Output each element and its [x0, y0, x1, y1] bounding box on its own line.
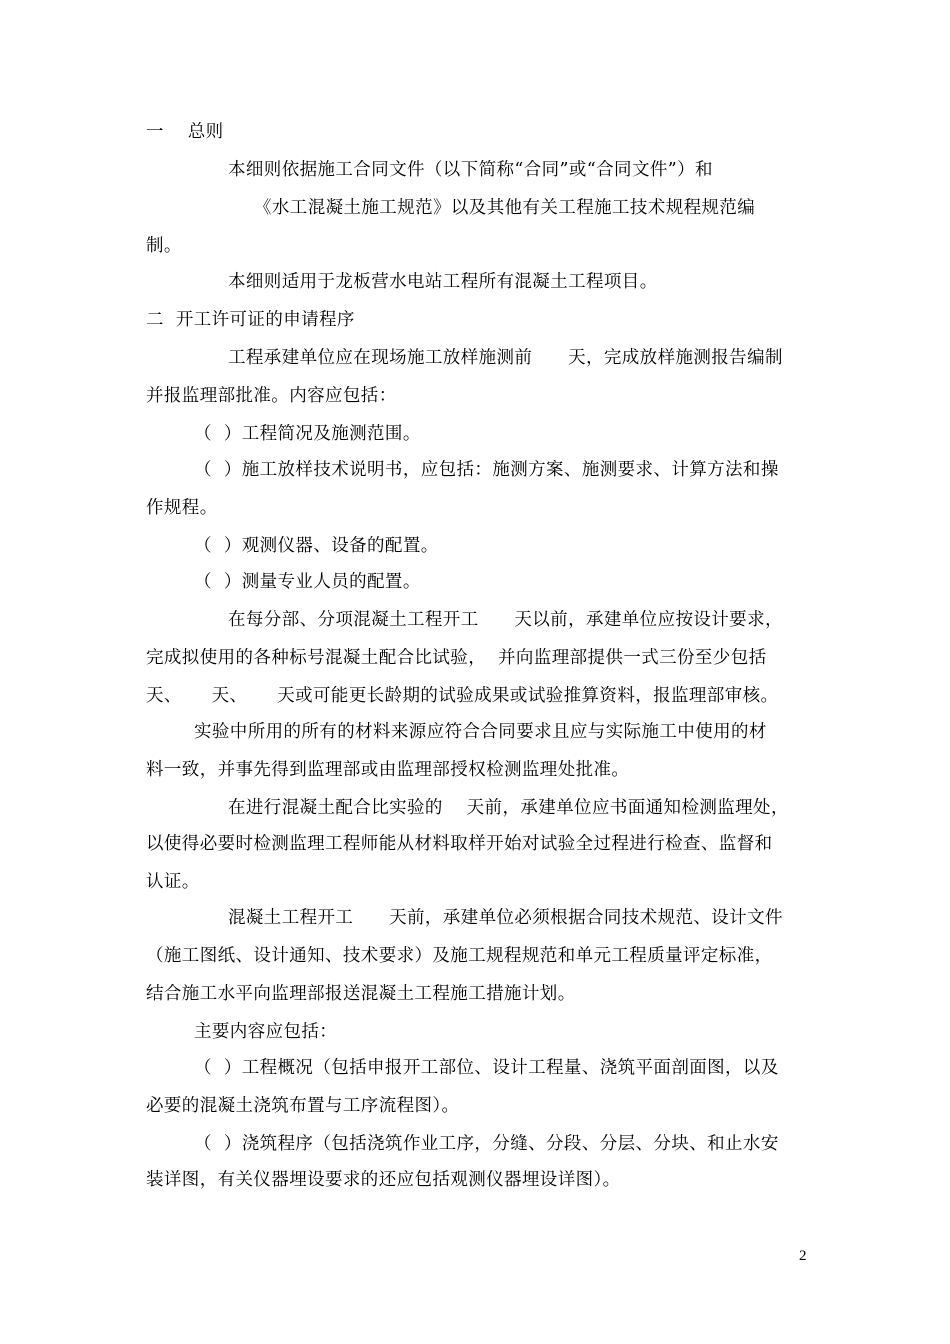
paragraph-line: （施工图纸、设计通知、技术要求）及施工规程规范和单元工程质量评定标准，	[146, 946, 773, 966]
paragraph-line: 制。	[146, 236, 182, 256]
list-item: （ ）测量专业人员的配置。	[194, 572, 421, 592]
paragraph-line: 在进行混凝土配合比实验的 天前，承建单位应书面通知检测监理处，	[228, 798, 789, 818]
paragraph-line: 混凝土工程开工 天前，承建单位必须根据合同技术规范、设计文件	[228, 908, 783, 928]
paragraph-line: 料一致，并事先得到监理部或由监理部授权检测监理处批准。	[146, 760, 630, 780]
list-item: （ ）观测仪器、设备的配置。	[194, 536, 439, 556]
paragraph-line: 实验中所用的所有的材料来源应符合合同要求且应与实际施工中使用的材	[194, 722, 767, 742]
paragraph-line: 认证。	[146, 872, 200, 892]
paragraph-line: 工程承建单位应在现场施工放样施测前 天，完成放样施测报告编制	[228, 348, 783, 368]
paragraph-line: 在每分部、分项混凝土工程开工 天以前，承建单位应按设计要求，	[228, 610, 783, 630]
paragraph-line: 主要内容应包括：	[194, 1022, 338, 1042]
section-heading-general: 一 总则	[146, 122, 224, 142]
list-item: （ ）浇筑程序（包括浇筑作业工序，分缝、分段、分层、分块、和止水安	[194, 1134, 779, 1154]
list-item-continuation: 作规程。	[146, 498, 218, 518]
page-number: 2	[799, 1248, 807, 1264]
paragraph-line: 《水工混凝土施工规范》以及其他有关工程施工技术规程规范编	[254, 198, 756, 218]
paragraph-line: 天、 天、 天或可能更长龄期的试验成果或试验推算资料，报监理部审核。	[146, 686, 779, 706]
list-item-continuation: 装详图，有关仪器埋设要求的还应包括观测仪器埋设详图）。	[146, 1170, 621, 1190]
section-heading-permit-procedure: 二 开工许可证的申请程序	[146, 310, 355, 330]
list-item-continuation: 必要的混凝土浇筑布置与工序流程图）。	[146, 1096, 460, 1116]
paragraph-line: 本细则适用于龙板营水电站工程所有混凝土工程项目。	[228, 272, 658, 292]
list-item: （ ）施工放样技术说明书，应包括：施测方案、施测要求、计算方法和操	[194, 460, 779, 480]
paragraph-line: 完成拟使用的各种标号混凝土配合比试验， 并向监理部提供一式三份至少包括	[146, 648, 767, 668]
paragraph-line: 以使得必要时检测监理工程师能从材料取样开始对试验全过程进行检查、监督和	[146, 834, 773, 854]
list-item: （ ）工程概况（包括申报开工部位、设计工程量、浇筑平面剖面图，以及	[194, 1058, 779, 1078]
paragraph-line: 结合施工水平向监理部报送混凝土工程施工措施计划。	[146, 984, 576, 1004]
paragraph-line: 并报监理部批准。内容应包括：	[146, 386, 397, 406]
list-item: （ ）工程简况及施测范围。	[194, 424, 421, 444]
paragraph-line: 本细则依据施工合同文件（以下简称“合同”或“合同文件”）和	[228, 160, 713, 180]
